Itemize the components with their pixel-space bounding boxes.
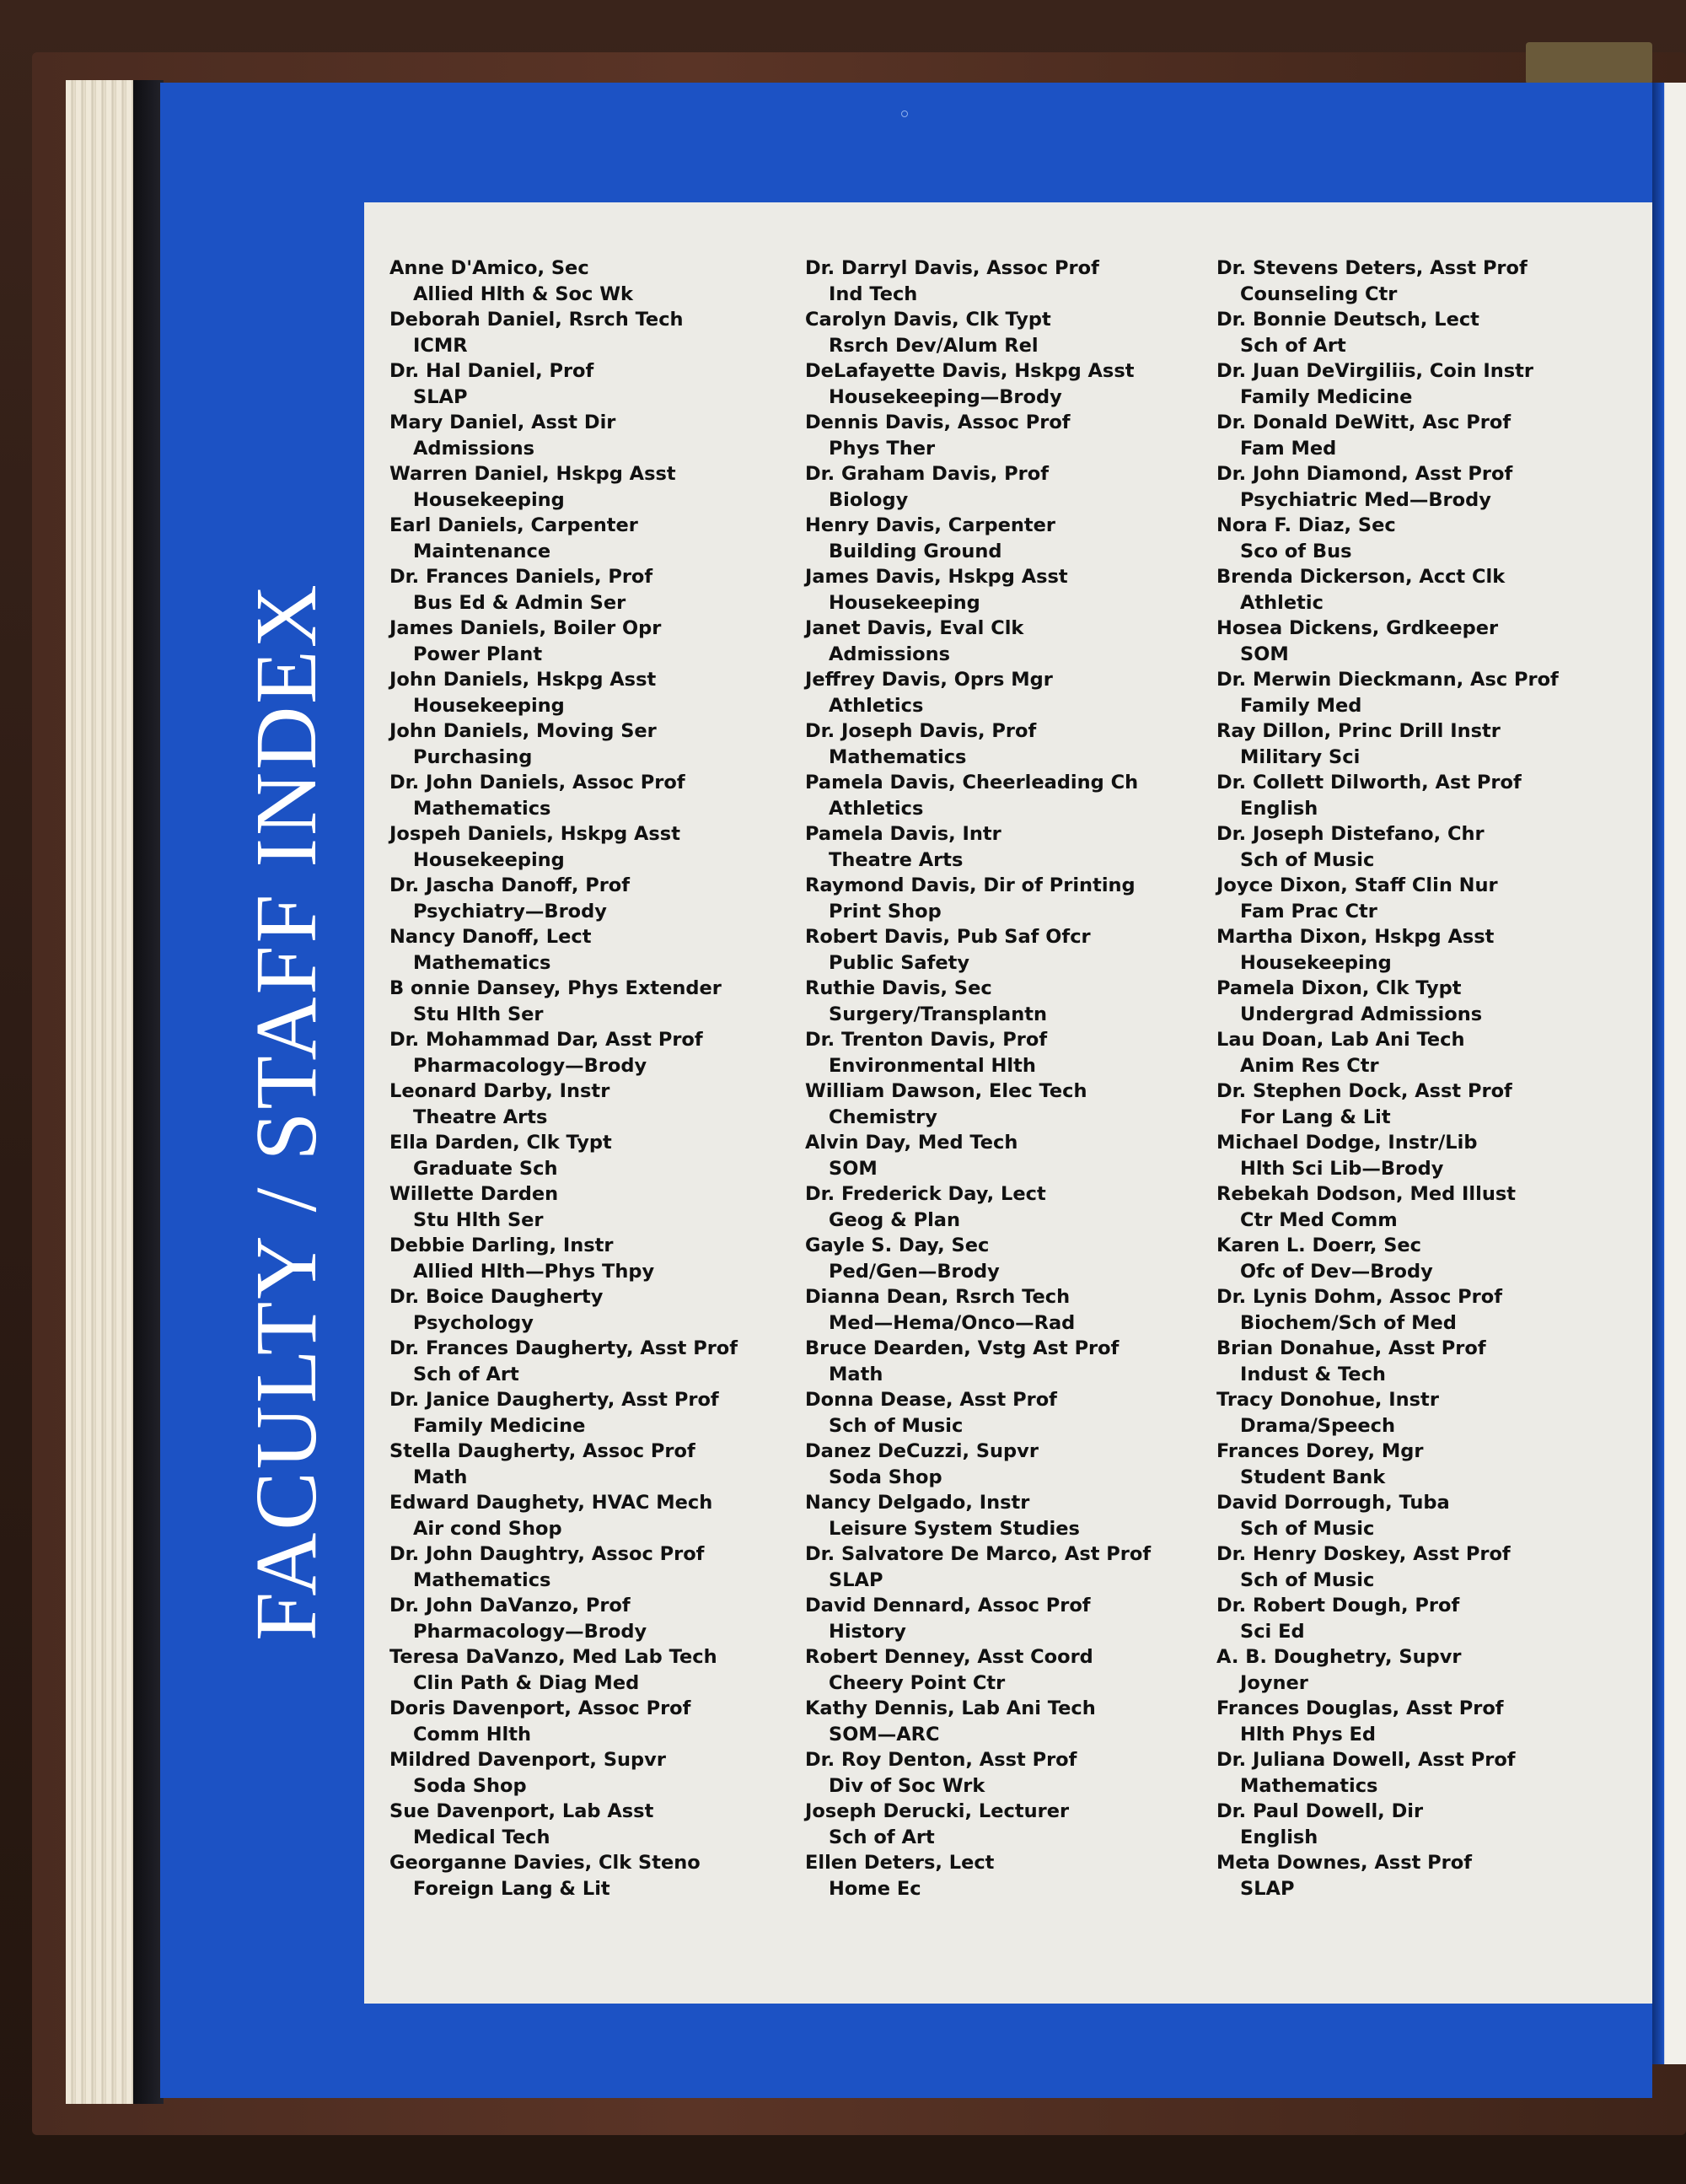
entry-department: English xyxy=(1240,1826,1318,1848)
entry-department: Stu Hlth Ser xyxy=(413,1208,544,1231)
index-entry xyxy=(389,307,786,358)
entry-department: Bus Ed & Admin Ser xyxy=(413,591,626,614)
index-entry xyxy=(805,1747,1201,1799)
entry-department: Sch of Music xyxy=(1240,848,1375,871)
entry-name: Dr. Mohammad Dar, Asst Prof xyxy=(389,1029,703,1051)
entry-name: Stella Daugherty, Assoc Prof xyxy=(389,1440,695,1462)
entry-name: Dr. John Diamond, Asst Prof xyxy=(1216,463,1513,485)
entry-name: Dr. Salvatore De Marco, Ast Prof xyxy=(805,1543,1152,1565)
entry-name: Rebekah Dodson, Med Illust xyxy=(1216,1183,1516,1205)
entry-name: Gayle S. Day, Sec xyxy=(805,1235,990,1256)
index-entry xyxy=(389,1336,786,1387)
entry-department: Student Bank xyxy=(1240,1466,1386,1488)
entry-department: Pharmacology—Brody xyxy=(413,1054,647,1077)
entry-department: Ind Tech xyxy=(829,282,918,305)
entry-name: James Daniels, Boiler Opr xyxy=(389,617,662,639)
index-entry xyxy=(805,307,1201,358)
entry-name: Frances Douglas, Asst Prof xyxy=(1216,1697,1504,1719)
entry-name: Dr. Roy Denton, Asst Prof xyxy=(805,1749,1077,1771)
index-entry xyxy=(805,770,1201,821)
index-entry xyxy=(389,410,786,461)
section-title: FACULTY / STAFF INDEX xyxy=(238,582,335,1641)
index-entry xyxy=(805,1644,1201,1696)
entry-department: Stu Hlth Ser xyxy=(413,1003,544,1025)
index-entry xyxy=(389,1027,786,1079)
entry-name: Dr. Juan DeVirgiliis, Coin Instr xyxy=(1216,360,1534,382)
index-entry xyxy=(1216,1696,1613,1747)
entry-name: Dr. John DaVanzo, Prof xyxy=(389,1595,631,1616)
index-entry xyxy=(1216,1799,1613,1850)
index-column-2 xyxy=(805,256,1201,1902)
index-entry xyxy=(1216,1130,1613,1181)
entry-name: Carolyn Davis, Clk Typt xyxy=(805,309,1051,331)
index-entry xyxy=(1216,1284,1613,1336)
index-entry xyxy=(389,1079,786,1130)
index-entry xyxy=(389,924,786,976)
entry-department: Psychology xyxy=(413,1311,534,1334)
entry-department: Athletics xyxy=(829,694,924,717)
index-entry xyxy=(1216,1181,1613,1233)
entry-name: Dr. Collett Dilworth, Ast Prof xyxy=(1216,772,1522,793)
index-entry xyxy=(805,976,1201,1027)
entry-department: Soda Shop xyxy=(829,1466,942,1488)
entry-name: Teresa DaVanzo, Med Lab Tech xyxy=(389,1646,717,1668)
index-entry xyxy=(805,1336,1201,1387)
entry-department: Maintenance xyxy=(413,540,551,562)
entry-name: Ruthie Davis, Sec xyxy=(805,977,992,999)
index-entry xyxy=(1216,1439,1613,1490)
entry-name: David Dorrough, Tuba xyxy=(1216,1492,1450,1514)
index-entry xyxy=(1216,358,1613,410)
entry-department: Air cond Shop xyxy=(413,1517,562,1540)
binding-shadow xyxy=(133,80,164,2104)
entry-name: Dr. Lynis Dohm, Assoc Prof xyxy=(1216,1286,1503,1308)
entry-department: SLAP xyxy=(413,385,468,408)
entry-department: Joyner xyxy=(1240,1671,1308,1694)
entry-department: Sch of Art xyxy=(413,1363,519,1385)
index-entry xyxy=(805,1387,1201,1439)
entry-name: Sue Davenport, Lab Asst xyxy=(389,1800,654,1822)
entry-name: Dr. John Daughtry, Assoc Prof xyxy=(389,1543,705,1565)
entry-department: Chemistry xyxy=(829,1105,937,1128)
entry-name: Edward Daughety, HVAC Mech xyxy=(389,1492,713,1514)
index-entry xyxy=(389,1181,786,1233)
entry-department: Theatre Arts xyxy=(413,1105,548,1128)
index-entry xyxy=(1216,461,1613,513)
entry-name: Debbie Darling, Instr xyxy=(389,1235,614,1256)
entry-department: Biochem/Sch of Med xyxy=(1240,1311,1457,1334)
entry-department: Psychiatry—Brody xyxy=(413,900,607,923)
index-entry xyxy=(389,1593,786,1644)
index-entry xyxy=(1216,513,1613,564)
index-entry xyxy=(805,873,1201,924)
entry-department: For Lang & Lit xyxy=(1240,1105,1391,1128)
entry-department: Math xyxy=(413,1466,468,1488)
entry-department: Sco of Bus xyxy=(1240,540,1352,562)
index-entry xyxy=(389,616,786,667)
entry-name: Janet Davis, Eval Clk xyxy=(805,617,1024,639)
entry-department: Anim Res Ctr xyxy=(1240,1054,1379,1077)
entry-name: Dr. Robert Dough, Prof xyxy=(1216,1595,1460,1616)
entry-department: Med—Hema/Onco—Rad xyxy=(829,1311,1076,1334)
index-entry xyxy=(805,821,1201,873)
index-entry xyxy=(805,256,1201,307)
entry-name: Donna Dease, Asst Prof xyxy=(805,1389,1057,1411)
entry-name: Dr. Donald DeWitt, Asc Prof xyxy=(1216,412,1511,433)
index-entry xyxy=(389,667,786,718)
entry-department: Housekeeping xyxy=(413,488,565,511)
entry-name: Dr. Frances Daniels, Prof xyxy=(389,566,653,588)
entry-name: Hosea Dickens, Grdkeeper xyxy=(1216,617,1499,639)
entry-department: Housekeeping—Brody xyxy=(829,385,1062,408)
index-entry xyxy=(805,513,1201,564)
index-entry xyxy=(389,770,786,821)
entry-name: Kathy Dennis, Lab Ani Tech xyxy=(805,1697,1096,1719)
entry-name: Brenda Dickerson, Acct Clk xyxy=(1216,566,1506,588)
index-entry xyxy=(389,873,786,924)
index-entry xyxy=(805,410,1201,461)
index-entry xyxy=(805,667,1201,718)
entry-name: Dianna Dean, Rsrch Tech xyxy=(805,1286,1071,1308)
entry-department: Athletic xyxy=(1240,591,1324,614)
entry-department: Ped/Gen—Brody xyxy=(829,1260,1000,1283)
entry-department: Sch of Music xyxy=(1240,1517,1375,1540)
page-mark xyxy=(901,110,908,117)
entry-name: John Daniels, Hskpg Asst xyxy=(389,669,657,691)
index-entry xyxy=(1216,410,1613,461)
entry-name: Dr. Graham Davis, Prof xyxy=(805,463,1050,485)
entry-name: Dr. Boice Daugherty xyxy=(389,1286,604,1308)
entry-name: Jospeh Daniels, Hskpg Asst xyxy=(389,823,680,845)
entry-name: Joyce Dixon, Staff Clin Nur xyxy=(1216,874,1498,896)
index-entry xyxy=(389,1439,786,1490)
entry-department: Sch of Music xyxy=(1240,1568,1375,1591)
index-entry xyxy=(389,1747,786,1799)
index-entry xyxy=(805,358,1201,410)
entry-department: Biology xyxy=(829,488,909,511)
index-entry xyxy=(805,1439,1201,1490)
entry-name: Dr. Joseph Davis, Prof xyxy=(805,720,1037,742)
entry-name: Dr. Frances Daugherty, Asst Prof xyxy=(389,1337,738,1359)
entry-department: Mathematics xyxy=(829,745,967,768)
index-entry xyxy=(1216,1336,1613,1387)
entry-department: Sch of Art xyxy=(1240,334,1346,357)
index-entry xyxy=(389,1850,786,1902)
entry-department: Psychiatric Med—Brody xyxy=(1240,488,1491,511)
entry-department: Fam Med xyxy=(1240,437,1337,460)
index-entry xyxy=(805,1079,1201,1130)
entry-name: A. B. Doughetry, Supvr xyxy=(1216,1646,1462,1668)
entry-name: John Daniels, Moving Ser xyxy=(389,720,657,742)
entry-department: Hlth Sci Lib—Brody xyxy=(1240,1157,1444,1180)
index-entry xyxy=(805,1799,1201,1850)
index-entry xyxy=(1216,307,1613,358)
entry-department: Geog & Plan xyxy=(829,1208,960,1231)
entry-name: Dr. Stephen Dock, Asst Prof xyxy=(1216,1080,1512,1102)
entry-department: Sci Ed xyxy=(1240,1620,1305,1643)
entry-department: Surgery/Transplantn xyxy=(829,1003,1048,1025)
entry-department: Theatre Arts xyxy=(829,848,964,871)
entry-name: Nancy Danoff, Lect xyxy=(389,926,592,948)
bookmark-tab xyxy=(1526,42,1652,84)
entry-department: Indust & Tech xyxy=(1240,1363,1386,1385)
entry-name: Dr. Frederick Day, Lect xyxy=(805,1183,1046,1205)
entry-department: Medical Tech xyxy=(413,1826,550,1848)
entry-department: SLAP xyxy=(829,1568,883,1591)
entry-name: Dr. Joseph Distefano, Chr xyxy=(1216,823,1485,845)
entry-name: Warren Daniel, Hskpg Asst xyxy=(389,463,676,485)
entry-department: Athletics xyxy=(829,797,924,820)
index-entry xyxy=(389,1541,786,1593)
index-entry xyxy=(1216,1850,1613,1902)
entry-name: Dr. Darryl Davis, Assoc Prof xyxy=(805,257,1099,279)
index-entry xyxy=(1216,564,1613,616)
entry-department: Cheery Point Ctr xyxy=(829,1671,1006,1694)
entry-name: Dr. Hal Daniel, Prof xyxy=(389,360,594,382)
entry-department: Undergrad Admissions xyxy=(1240,1003,1483,1025)
entry-department: Comm Hlth xyxy=(413,1723,532,1746)
index-entry xyxy=(805,564,1201,616)
entry-name: David Dennard, Assoc Prof xyxy=(805,1595,1091,1616)
index-entry xyxy=(805,1850,1201,1902)
entry-name: Meta Downes, Asst Prof xyxy=(1216,1852,1473,1874)
index-entry xyxy=(805,1130,1201,1181)
index-entry xyxy=(1216,256,1613,307)
entry-department: Environmental Hlth xyxy=(829,1054,1036,1077)
entry-name: Danez DeCuzzi, Supvr xyxy=(805,1440,1039,1462)
index-entry xyxy=(1216,1747,1613,1799)
entry-department: Math xyxy=(829,1363,883,1385)
entry-department: Home Ec xyxy=(829,1877,921,1900)
entry-department: Housekeeping xyxy=(1240,951,1392,974)
entry-name: Georganne Davies, Clk Steno xyxy=(389,1852,701,1874)
entry-department: Graduate Sch xyxy=(413,1157,558,1180)
index-entry xyxy=(389,564,786,616)
index-entry xyxy=(389,976,786,1027)
entry-name: Henry Davis, Carpenter xyxy=(805,514,1056,536)
index-entry xyxy=(1216,1233,1613,1284)
entry-name: Tracy Donohue, Instr xyxy=(1216,1389,1439,1411)
page-edges xyxy=(66,80,143,2104)
index-entry xyxy=(1216,873,1613,924)
entry-department: Mathematics xyxy=(413,797,551,820)
entry-name: Nancy Delgado, Instr xyxy=(805,1492,1030,1514)
entry-department: Family Medicine xyxy=(413,1414,586,1437)
entry-department: Purchasing xyxy=(413,745,533,768)
entry-name: Ray Dillon, Princ Drill Instr xyxy=(1216,720,1501,742)
entry-name: Pamela Davis, Cheerleading Ch xyxy=(805,772,1139,793)
index-entry xyxy=(805,1027,1201,1079)
entry-department: Sch of Music xyxy=(829,1414,964,1437)
entry-department: Building Ground xyxy=(829,540,1002,562)
entry-name: Dr. Bonnie Deutsch, Lect xyxy=(1216,309,1479,331)
entry-department: History xyxy=(829,1620,906,1643)
entry-department: Mathematics xyxy=(413,1568,551,1591)
entry-name: B onnie Dansey, Phys Extender xyxy=(389,977,722,999)
entry-name: Dr. Jascha Danoff, Prof xyxy=(389,874,631,896)
entry-department: Family Med xyxy=(1240,694,1362,717)
index-entry xyxy=(1216,1387,1613,1439)
entry-name: Deborah Daniel, Rsrch Tech xyxy=(389,309,684,331)
index-entry xyxy=(389,358,786,410)
entry-department: Phys Ther xyxy=(829,437,936,460)
entry-name: Mildred Davenport, Supvr xyxy=(389,1749,666,1771)
entry-department: Div of Soc Wrk xyxy=(829,1774,985,1797)
entry-department: Family Medicine xyxy=(1240,385,1413,408)
entry-department: ICMR xyxy=(413,334,468,357)
index-column-3 xyxy=(1216,256,1613,1902)
entry-department: Soda Shop xyxy=(413,1774,527,1797)
index-entry xyxy=(389,1130,786,1181)
index-entry xyxy=(1216,667,1613,718)
index-entry xyxy=(805,1541,1201,1593)
index-entry xyxy=(1216,616,1613,667)
index-column-1 xyxy=(389,256,786,1902)
entry-department: Sch of Art xyxy=(829,1826,935,1848)
entry-name: Dr. Juliana Dowell, Asst Prof xyxy=(1216,1749,1516,1771)
entry-department: Mathematics xyxy=(413,951,551,974)
entry-name: Michael Dodge, Instr/Lib xyxy=(1216,1132,1478,1154)
index-entry xyxy=(389,821,786,873)
entry-department: Allied Hlth & Soc Wk xyxy=(413,282,633,305)
index-entry xyxy=(1216,1079,1613,1130)
index-entry xyxy=(1216,1593,1613,1644)
entry-name: Dr. John Daniels, Assoc Prof xyxy=(389,772,685,793)
entry-department: Ofc of Dev—Brody xyxy=(1240,1260,1433,1283)
index-entry xyxy=(1216,1541,1613,1593)
index-entry xyxy=(1216,1644,1613,1696)
index-entry xyxy=(1216,1027,1613,1079)
index-entry xyxy=(805,616,1201,667)
entry-name: Anne D'Amico, Sec xyxy=(389,257,589,279)
entry-name: Ella Darden, Clk Typt xyxy=(389,1132,612,1154)
entry-department: Housekeeping xyxy=(413,848,565,871)
entry-department: Military Sci xyxy=(1240,745,1361,768)
entry-name: Frances Dorey, Mgr xyxy=(1216,1440,1424,1462)
entry-department: SLAP xyxy=(1240,1877,1295,1900)
entry-name: Dr. Stevens Deters, Asst Prof xyxy=(1216,257,1528,279)
entry-name: Jeffrey Davis, Oprs Mgr xyxy=(805,669,1053,691)
index-entry xyxy=(805,924,1201,976)
index-entry xyxy=(389,1799,786,1850)
entry-department: Power Plant xyxy=(413,643,543,665)
entry-department: Clin Path & Diag Med xyxy=(413,1671,640,1694)
entry-department: SOM xyxy=(1240,643,1289,665)
entry-name: Joseph Derucki, Lecturer xyxy=(805,1800,1070,1822)
next-page-edge xyxy=(1652,83,1686,2064)
entry-department: SOM xyxy=(829,1157,878,1180)
entry-department: Housekeeping xyxy=(413,694,565,717)
index-entry xyxy=(805,1233,1201,1284)
entry-department: Leisure System Studies xyxy=(829,1517,1080,1540)
entry-department: Mathematics xyxy=(1240,1774,1378,1797)
entry-name: Raymond Davis, Dir of Printing xyxy=(805,874,1136,896)
index-entry xyxy=(805,1593,1201,1644)
entry-name: Dr. Janice Daugherty, Asst Prof xyxy=(389,1389,719,1411)
entry-name: Nora F. Diaz, Sec xyxy=(1216,514,1396,536)
entry-name: Dr. Trenton Davis, Prof xyxy=(805,1029,1048,1051)
entry-department: Housekeeping xyxy=(829,591,980,614)
entry-name: Doris Davenport, Assoc Prof xyxy=(389,1697,691,1719)
index-entry xyxy=(805,718,1201,770)
index-entry xyxy=(805,1181,1201,1233)
entry-department: Ctr Med Comm xyxy=(1240,1208,1398,1231)
index-entry xyxy=(1216,924,1613,976)
index-entry xyxy=(805,1696,1201,1747)
index-entry xyxy=(389,461,786,513)
entry-department: Pharmacology—Brody xyxy=(413,1620,647,1643)
entry-department: Print Shop xyxy=(829,900,942,923)
index-entry xyxy=(389,1284,786,1336)
index-entry xyxy=(389,1696,786,1747)
index-entry xyxy=(389,256,786,307)
entry-department: Counseling Ctr xyxy=(1240,282,1398,305)
entry-name: Pamela Davis, Intr xyxy=(805,823,1001,845)
entry-name: James Davis, Hskpg Asst xyxy=(805,566,1068,588)
index-entry xyxy=(1216,718,1613,770)
entry-department: Admissions xyxy=(413,437,535,460)
entry-name: DeLafayette Davis, Hskpg Asst xyxy=(805,360,1135,382)
index-entry xyxy=(1216,976,1613,1027)
entry-name: Mary Daniel, Asst Dir xyxy=(389,412,616,433)
entry-name: Dr. Paul Dowell, Dir xyxy=(1216,1800,1424,1822)
entry-name: Leonard Darby, Instr xyxy=(389,1080,610,1102)
entry-department: English xyxy=(1240,797,1318,820)
index-entry xyxy=(389,1644,786,1696)
entry-name: Bruce Dearden, Vstg Ast Prof xyxy=(805,1337,1120,1359)
entry-department: Drama/Speech xyxy=(1240,1414,1395,1437)
entry-name: Dennis Davis, Assoc Prof xyxy=(805,412,1071,433)
index-entry xyxy=(805,1490,1201,1541)
entry-name: Alvin Day, Med Tech xyxy=(805,1132,1018,1154)
entry-department: Admissions xyxy=(829,643,951,665)
entry-name: Willette Darden xyxy=(389,1183,559,1205)
index-entry xyxy=(1216,821,1613,873)
index-entry xyxy=(389,513,786,564)
entry-name: Dr. Merwin Dieckmann, Asc Prof xyxy=(1216,669,1559,691)
index-entry xyxy=(389,718,786,770)
entry-department: Fam Prac Ctr xyxy=(1240,900,1377,923)
entry-name: Dr. Henry Doskey, Asst Prof xyxy=(1216,1543,1511,1565)
entry-name: Robert Davis, Pub Saf Ofcr xyxy=(805,926,1091,948)
entry-department: Foreign Lang & Lit xyxy=(413,1877,610,1900)
entry-name: Lau Doan, Lab Ani Tech xyxy=(1216,1029,1465,1051)
entry-name: William Dawson, Elec Tech xyxy=(805,1080,1087,1102)
entry-name: Karen L. Doerr, Sec xyxy=(1216,1235,1422,1256)
index-entry xyxy=(1216,770,1613,821)
entry-department: Rsrch Dev/Alum Rel xyxy=(829,334,1039,357)
index-entry xyxy=(389,1490,786,1541)
entry-name: Martha Dixon, Hskpg Asst xyxy=(1216,926,1495,948)
entry-name: Ellen Deters, Lect xyxy=(805,1852,995,1874)
index-entry xyxy=(1216,1490,1613,1541)
index-entry xyxy=(805,1284,1201,1336)
entry-department: Allied Hlth—Phys Thpy xyxy=(413,1260,655,1283)
index-entry xyxy=(805,461,1201,513)
index-entry xyxy=(389,1387,786,1439)
entry-name: Pamela Dixon, Clk Typt xyxy=(1216,977,1462,999)
index-entry xyxy=(389,1233,786,1284)
entry-department: Hlth Phys Ed xyxy=(1240,1723,1377,1746)
entry-department: SOM—ARC xyxy=(829,1723,940,1746)
entry-name: Robert Denney, Asst Coord xyxy=(805,1646,1093,1668)
entry-name: Earl Daniels, Carpenter xyxy=(389,514,638,536)
entry-department: Public Safety xyxy=(829,951,970,974)
entry-name: Brian Donahue, Asst Prof xyxy=(1216,1337,1486,1359)
